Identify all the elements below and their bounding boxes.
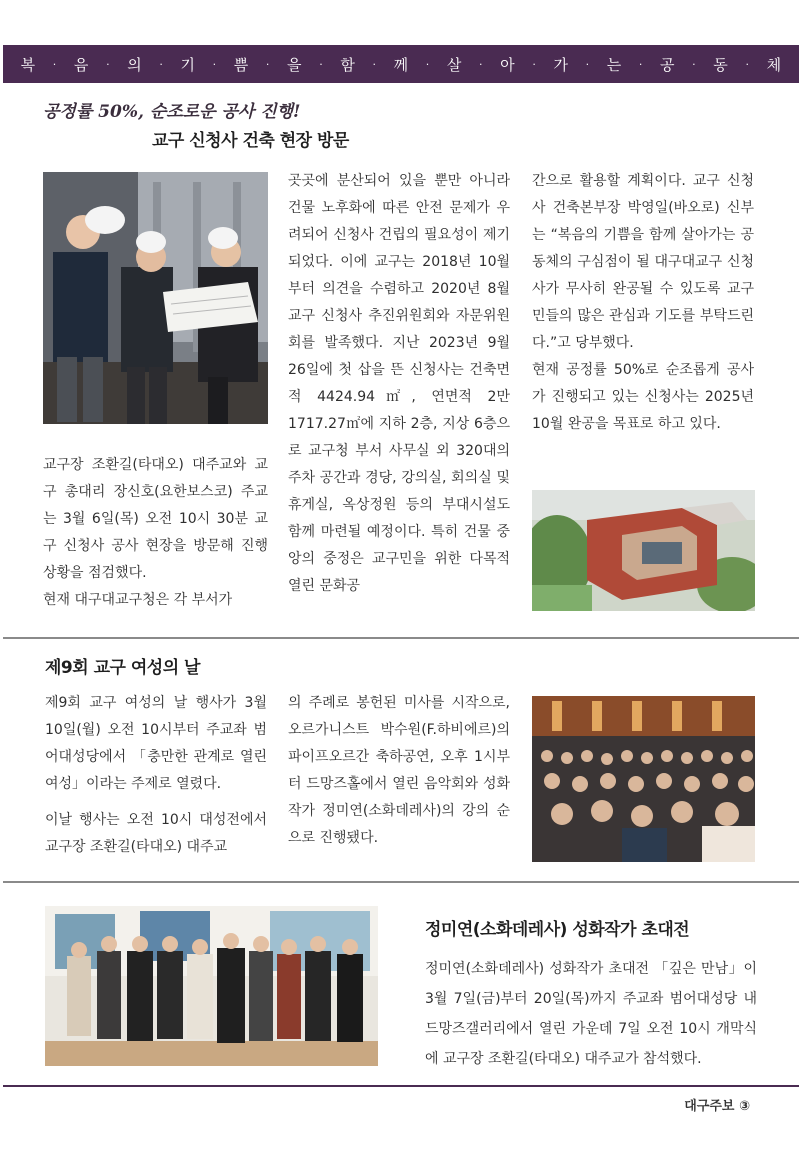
article1-paragraph: 간으로 활용할 계획이다. 교구 신청사 건축본부장 박영일(바오로) 신부는 “복음의 기쁨을 함께 살아가는 공동체의 구심점이 될 대구대교구 신청사가 무사히 완공될 수 있도록 교구민들의 많은 관심과 기도를 부탁드린다.”고 당부했다. bbox=[532, 173, 754, 351]
banner-char: 공 bbox=[660, 55, 675, 74]
article1-paragraph: 교구장 조환길(타대오) 대주교와 교구 총대리 장신호(요한보스코) 주교는 3월 6일(목) 오전 10시 30분 교구 신청사 공사 현장을 방문해 진행 상황을 점검했다. bbox=[43, 457, 268, 581]
section-divider bbox=[3, 881, 799, 883]
banner-char: 는 bbox=[606, 55, 622, 74]
banner-separator: · bbox=[159, 57, 163, 71]
article2-paragraph: 의 주례로 봉헌된 미사를 시작으로, 오르가니스트 박수원(F.하비에르)의 파이프오르간 축하공연, 오후 1시부터 드망즈홀에서 열린 음악회와 성화작가 정미연(소화데레사)의 강의 순으로 진행됐다. bbox=[288, 695, 510, 846]
banner-char: 의 bbox=[127, 55, 142, 74]
exhibition-group-photo bbox=[45, 906, 378, 1066]
banner-char: 동 bbox=[713, 55, 728, 74]
banner-char: 복 bbox=[20, 55, 36, 74]
page-footer-label: 대구주보 ③ bbox=[684, 1099, 750, 1114]
article1-column-1 bbox=[43, 452, 268, 614]
article1-column-3 bbox=[532, 168, 754, 438]
banner-char: 께 bbox=[393, 55, 409, 74]
banner-separator: · bbox=[372, 57, 376, 71]
article3-paragraph: 정미연(소화데레사) 성화작가 초대전 「깊은 만남」이 3월 7일(금)부터 20일(목)까지 주교좌 범어대성당 내 드망즈갤러리에서 열린 가운데 7일 오전 10시 개막식에 교구장 조환길(타대오) 대주교가 참석했다. bbox=[425, 961, 757, 1067]
article2-title: 제9회 교구 여성의 날 bbox=[45, 658, 200, 678]
article2-paragraph: 제9회 교구 여성의 날 행사가 3월 10일(월) 오전 10시부터 주교좌 범어대성당에서 「충만한 관계로 열린 여성」이라는 주제로 열렸다. bbox=[45, 695, 267, 792]
banner-char: 체 bbox=[766, 55, 782, 74]
article2-column-2 bbox=[288, 690, 510, 852]
article1-paragraph: 현재 대구대교구청은 각 부서가 bbox=[43, 592, 233, 608]
banner-separator: · bbox=[106, 57, 110, 71]
banner-char: 을 bbox=[287, 55, 302, 74]
section-divider bbox=[3, 637, 799, 639]
banner-separator: · bbox=[532, 57, 536, 71]
banner-char: 음 bbox=[73, 55, 89, 74]
building-rendering-image bbox=[532, 490, 755, 611]
article1-column-2 bbox=[288, 168, 510, 600]
banner-separator: · bbox=[745, 57, 749, 71]
banner-char: 함 bbox=[340, 55, 355, 74]
banner-separator: · bbox=[52, 57, 57, 71]
banner-separator: · bbox=[319, 57, 323, 71]
banner-separator: · bbox=[479, 57, 483, 71]
header-banner bbox=[3, 45, 799, 83]
article1-paragraph: 현재 공정률 50%로 순조롭게 공사가 진행되고 있는 신청사는 2025년 10월 완공을 목표로 하고 있다. bbox=[532, 362, 754, 432]
womens-day-audience-photo bbox=[532, 696, 755, 862]
banner-char: 아 bbox=[500, 55, 515, 74]
banner-separator: · bbox=[638, 57, 643, 71]
banner-separator: · bbox=[425, 57, 430, 71]
article2-column-1 bbox=[45, 690, 267, 861]
article1-title: 교구 신청사 건축 현장 방문 bbox=[152, 131, 349, 151]
banner-char: 가 bbox=[553, 55, 568, 74]
article3-title: 정미연(소화데레사) 성화작가 초대전 bbox=[425, 920, 690, 940]
banner-separator: · bbox=[212, 57, 217, 71]
banner-char: 쁨 bbox=[233, 55, 249, 74]
article1-kicker: 공정률 50%, 순조로운 공사 진행! bbox=[43, 102, 301, 122]
banner-separator: · bbox=[585, 57, 590, 71]
article2-paragraph: 이날 행사는 오전 10시 대성전에서 교구장 조환길(타대오) 대주교 bbox=[45, 812, 267, 855]
banner-char: 기 bbox=[180, 55, 195, 74]
article3-body bbox=[425, 954, 757, 1074]
banner-char: 살 bbox=[446, 55, 462, 74]
banner-separator: · bbox=[265, 57, 270, 71]
footer-divider bbox=[3, 1085, 799, 1087]
construction-site-photo bbox=[43, 172, 268, 424]
banner-separator: · bbox=[692, 57, 696, 71]
article1-paragraph: 곳곳에 분산되어 있을 뿐만 아니라 건물 노후화에 따른 안전 문제가 우려되어 신청사 건립의 필요성이 제기되었다. 이에 교구는 2018년 10월부터 의견을 수렴하고 2020년 8월 교구 신청사 추진위원회와 자문위원회를 발족했다. 지난 2023년 9월 26일에 첫 삽을 뜬 신청사는 건축면적 4424.94㎡, 연면적 2만 1717.27㎡에 지하 2층, 지상 6층으로 교구청 부서 사무실 외 320대의 주차 공간과 경당, 강의실, 회의실 및 휴게실, 옥상정원 등의 부대시설도 함께 마련될 예정이다. 특히 건물 중앙의 중정은 교구민을 위한 다목적 열린 문화공 bbox=[288, 173, 510, 594]
